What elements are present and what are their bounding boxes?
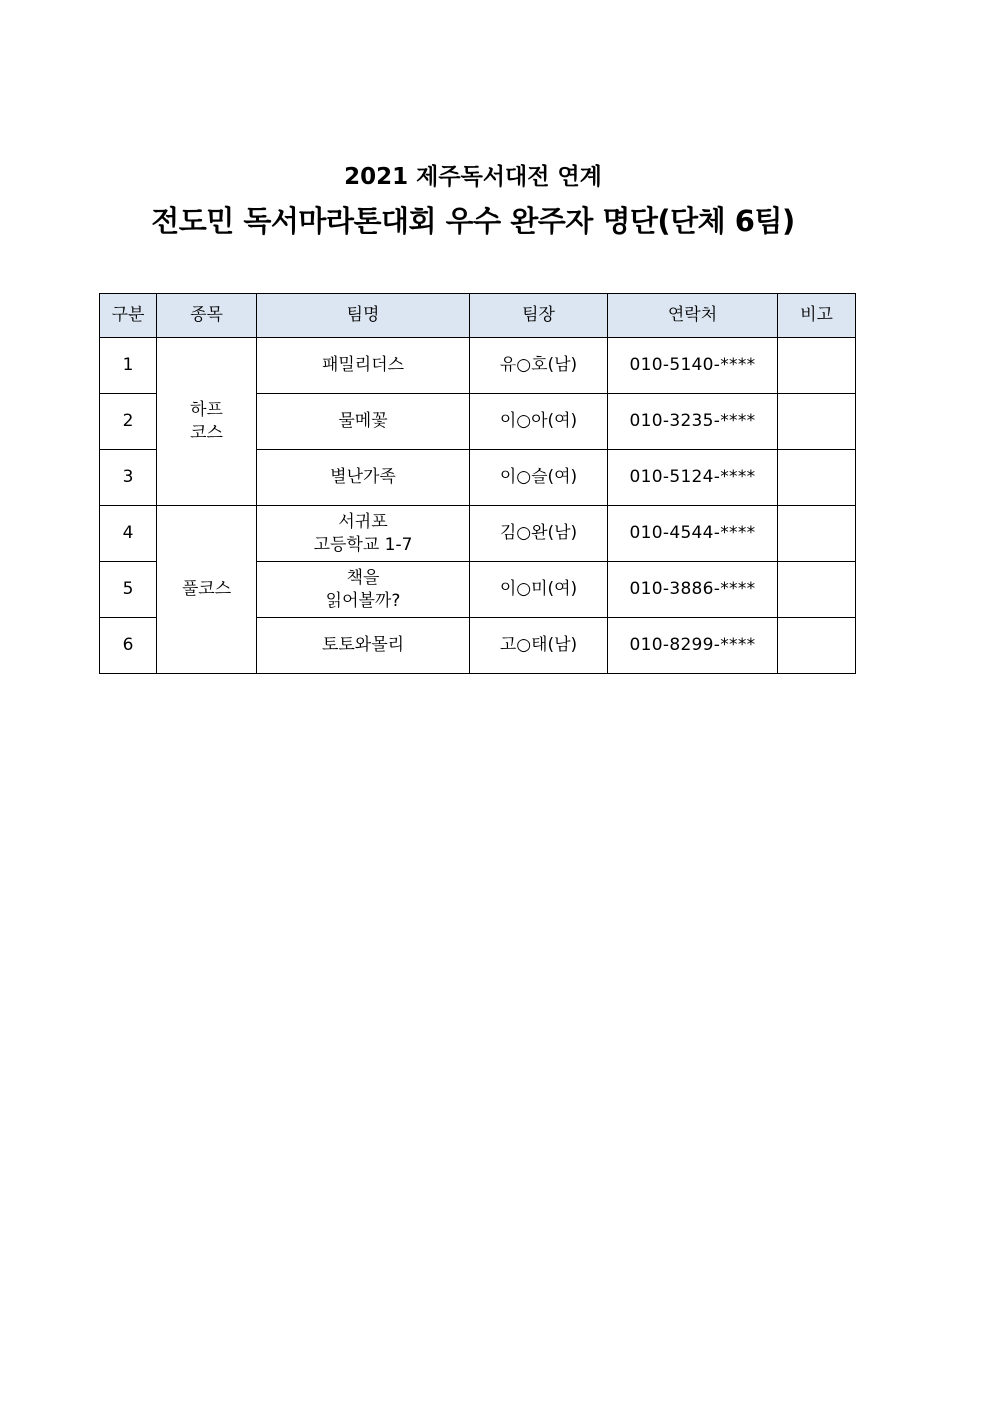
row-number: 4 xyxy=(100,506,157,562)
column-header-event: 종목 xyxy=(157,294,257,338)
team-leader: 고○태(남) xyxy=(470,618,608,674)
team-name: 책을 읽어볼까? xyxy=(257,562,470,618)
table-header-row xyxy=(100,294,856,338)
note-cell xyxy=(778,394,856,450)
row-number: 2 xyxy=(100,394,157,450)
column-header-no: 구분 xyxy=(100,294,157,338)
team-name: 토토와몰리 xyxy=(257,618,470,674)
row-number: 6 xyxy=(100,618,157,674)
table-row xyxy=(100,338,856,394)
team-leader: 이○아(여) xyxy=(470,394,608,450)
note-cell xyxy=(778,562,856,618)
document-title: 전도민 독서마라톤대회 우수 완주자 명단(단체 6팀) xyxy=(151,204,795,238)
team-leader: 이○미(여) xyxy=(470,562,608,618)
note-cell xyxy=(778,450,856,506)
contact-number: 010-5124-**** xyxy=(608,450,778,506)
column-header-contact: 연락처 xyxy=(608,294,778,338)
contact-number: 010-4544-**** xyxy=(608,506,778,562)
document-subtitle: 2021 제주독서대전 연계 xyxy=(344,164,602,190)
table-row xyxy=(100,506,856,562)
team-leader: 유○호(남) xyxy=(470,338,608,394)
team-name: 패밀리더스 xyxy=(257,338,470,394)
team-leader: 이○슬(여) xyxy=(470,450,608,506)
event-cell-full-course: 풀코스 xyxy=(157,506,257,674)
contact-number: 010-3886-**** xyxy=(608,562,778,618)
note-cell xyxy=(778,618,856,674)
team-name: 서귀포 고등학교 1-7 xyxy=(257,506,470,562)
row-number: 5 xyxy=(100,562,157,618)
winners-table xyxy=(99,293,856,674)
team-name: 별난가족 xyxy=(257,450,470,506)
event-cell-half-course: 하프 코스 xyxy=(157,338,257,506)
note-cell xyxy=(778,506,856,562)
team-leader: 김○완(남) xyxy=(470,506,608,562)
column-header-leader: 팀장 xyxy=(470,294,608,338)
team-name: 물메꽃 xyxy=(257,394,470,450)
column-header-note: 비고 xyxy=(778,294,856,338)
contact-number: 010-8299-**** xyxy=(608,618,778,674)
column-header-team: 팀명 xyxy=(257,294,470,338)
contact-number: 010-5140-**** xyxy=(608,338,778,394)
note-cell xyxy=(778,338,856,394)
row-number: 1 xyxy=(100,338,157,394)
row-number: 3 xyxy=(100,450,157,506)
contact-number: 010-3235-**** xyxy=(608,394,778,450)
